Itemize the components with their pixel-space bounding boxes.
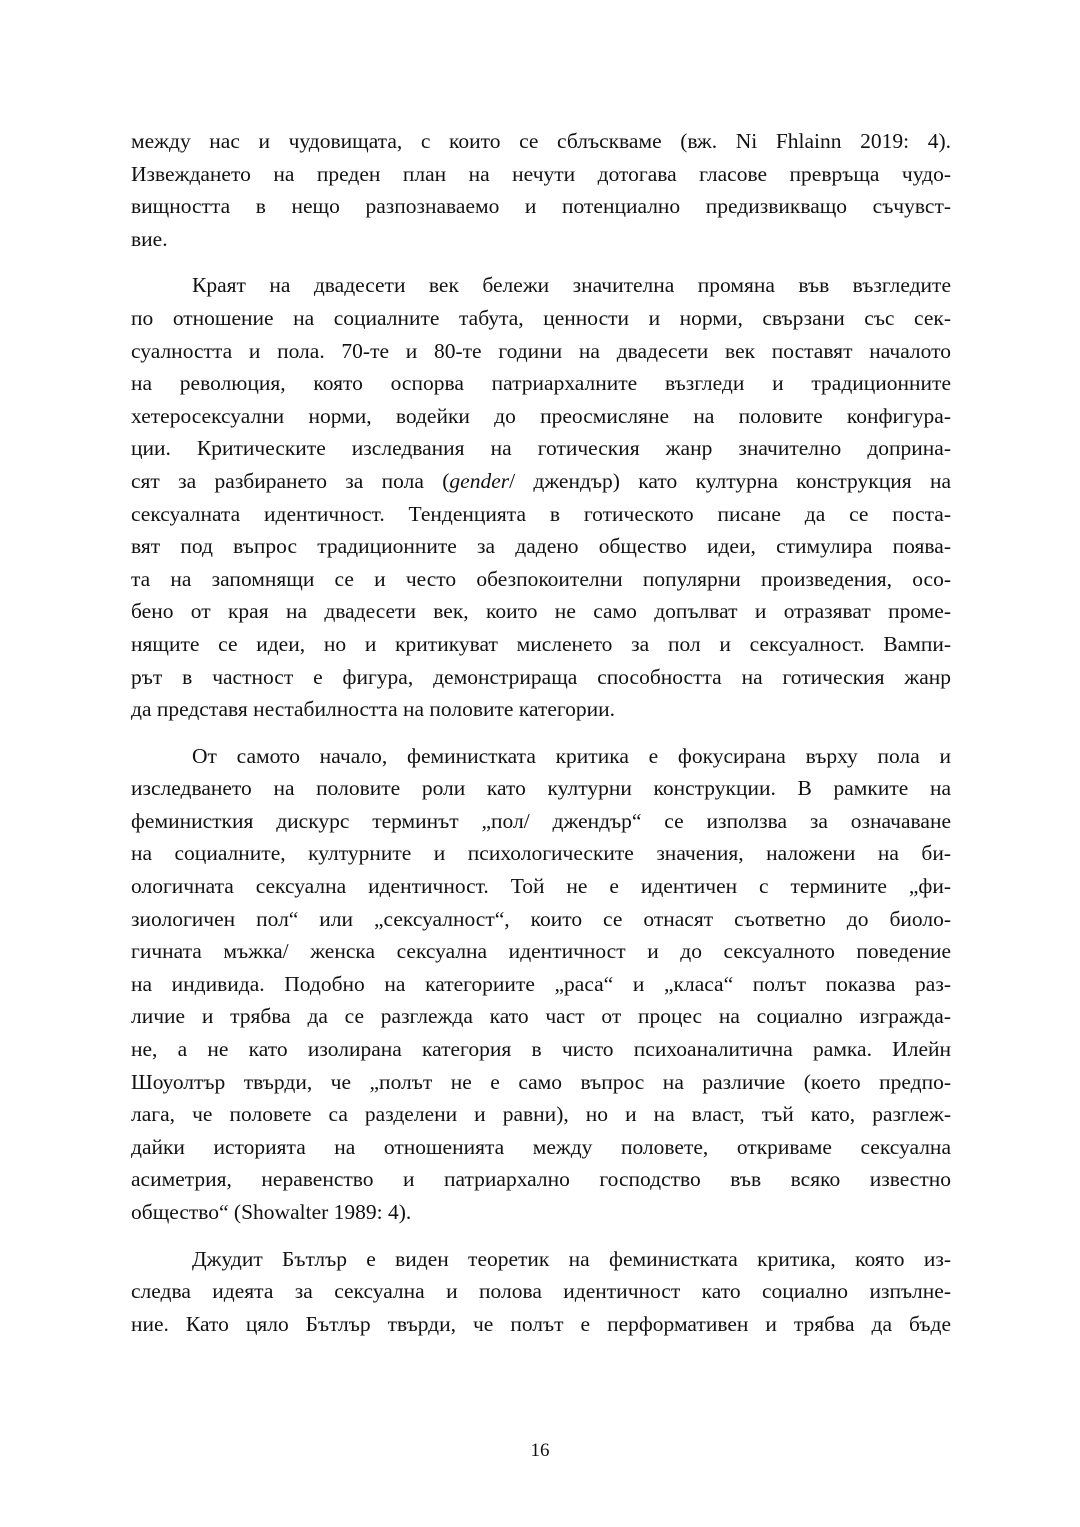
page-number: 16 bbox=[530, 1440, 550, 1461]
text-line: Джудит Бътлър е виден теоретик на феминистката критика, която из- bbox=[192, 1246, 951, 1271]
text-line: следва идеята за сексуална и полова идентичност като социално изпълне- bbox=[131, 1279, 951, 1304]
text-line: вие. bbox=[131, 226, 168, 251]
text-segment: сят за разбирането за пола ( bbox=[131, 468, 450, 493]
text-line: Краят на двадесети век бележи значителна промяна във възгледите bbox=[192, 273, 951, 298]
text-line: ние. Като цяло Бътлър твърди, че полът е перформативен и трябва да бъде bbox=[131, 1311, 951, 1336]
text-line: гичната мъжка/ женска сексуална идентичност и до сексуалното поведение bbox=[131, 939, 951, 964]
text-line: вищността в нещо разпознаваемо и потенциално предизвикващо съчувст- bbox=[131, 194, 951, 219]
text-line: на социалните, културните и психологическите значения, наложени на би- bbox=[131, 841, 951, 866]
text-line: по отношение на социалните табута, ценности и норми, свързани със сек- bbox=[131, 305, 951, 330]
text-line: на индивида. Подобно на категориите „раса“ и „класа“ полът показва раз- bbox=[131, 971, 951, 996]
text-line: От самото начало, феминистката критика е фокусирана върху пола и bbox=[192, 743, 951, 768]
text-line: лага, че половете са разделени и равни), но и на власт, тъй като, разглеж- bbox=[131, 1102, 951, 1127]
text-line: да представя нестабилността на половите категории. bbox=[131, 697, 616, 722]
text-line: бено от края на двадесети век, които не само допълват и отразяват проме- bbox=[131, 599, 951, 624]
text-line: вят под въпрос традиционните за дадено общество идеи, стимулира поява- bbox=[131, 534, 951, 559]
text-line: зиологичен пол“ или „сексуалност“, които се отнасят съответно до биоло- bbox=[131, 906, 951, 931]
paragraph-3 bbox=[131, 740, 951, 1229]
text-line: ции. Критическите изследвания на готическия жанр значително доприна- bbox=[131, 436, 951, 461]
text-line: дайки историята на отношенията между половете, откриваме сексуална bbox=[131, 1134, 951, 1159]
text-line: та на запомнящи се и често обезпокоителни популярни произведения, осо- bbox=[131, 566, 951, 591]
text-line: суалността и пола. 70-те и 80-те години на двадесети век поставят началото bbox=[131, 338, 951, 363]
text-line: феминисткия дискурс терминът „пол/ джендър“ се използва за означаване bbox=[131, 808, 951, 833]
text-line: не, а не като изолирана категория в чисто психоаналитична рамка. Илейн bbox=[131, 1037, 951, 1062]
body-text bbox=[131, 125, 951, 1340]
text-line: нящите се идеи, но и критикуват мисленето за пол и сексуалност. Вампи- bbox=[131, 631, 951, 656]
text-line: хетеросексуални норми, водейки до преосмисляне на половите конфигура- bbox=[131, 403, 951, 428]
text-segment: / джендър) като културна конструкция на bbox=[509, 468, 951, 493]
text-line: асиметрия, неравенство и патриархално господство във всяко известно bbox=[131, 1167, 951, 1192]
text-line: на революция, която оспорва патриархалните възгледи и традиционните bbox=[131, 371, 951, 396]
text-line: рът в частност е фигура, демонстрираща способността на готическия жанр bbox=[131, 664, 951, 689]
paragraph-2 bbox=[131, 269, 951, 725]
text-line: личие и трябва да се разглежда като част от процес на социално изгражда- bbox=[131, 1004, 951, 1029]
text-line: между нас и чудовищата, с които се сблъскваме (вж. Ni Fhlainn 2019: 4). bbox=[131, 129, 951, 153]
text-line: общество“ (Showalter 1989: 4). bbox=[131, 1200, 412, 1224]
text-line: Шоуолтър твърди, че „полът не е само въпрос на различие (което предпо- bbox=[131, 1069, 951, 1094]
text-line: Извеждането на преден план на нечути дотогава гласове превръща чудо- bbox=[131, 161, 951, 186]
text-line: ологичната сексуална идентичност. Той не е идентичен с термините „фи- bbox=[131, 874, 951, 899]
paragraph-1 bbox=[131, 125, 951, 255]
text-line-with-italic bbox=[131, 465, 951, 498]
text-line: изследването на половите роли като културни конструкции. В рамките на bbox=[131, 776, 951, 801]
text-line: сексуалната идентичност. Тенденцията в готическото писане да се поста- bbox=[131, 501, 951, 526]
italic-term: gender bbox=[449, 468, 510, 493]
paragraph-4 bbox=[131, 1243, 951, 1341]
